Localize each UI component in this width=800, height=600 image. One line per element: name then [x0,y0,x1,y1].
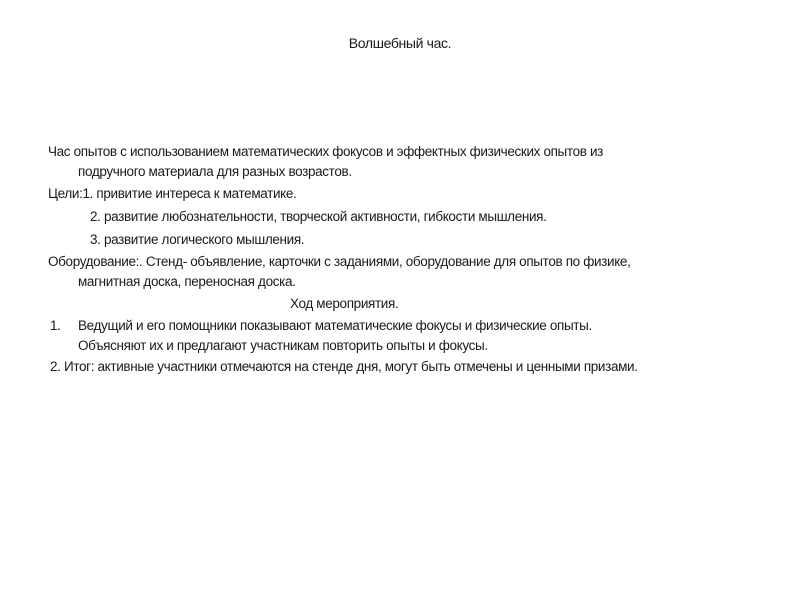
equipment-line-2: магнитная доска, переносная доска. [78,274,296,289]
procedure-item-1-number: 1. [50,318,61,333]
equipment-line-1: Оборудование:. Стенд- объявление, карточки с заданиями, оборудование для опытов по физике, [48,254,631,269]
intro-line-2: подручного материала для разных возрастов. [78,164,352,179]
procedure-heading: Ход мероприятия. [290,296,399,311]
procedure-item-1-line-2: Объясняют их и предлагают участникам повторить опыты и фокусы. [78,338,488,353]
intro-line-1: Час опытов с использованием математических фокусов и эффектных физических опытов из [48,144,604,159]
goal-item-1: 1. привитие интереса к математике. [82,186,297,201]
procedure-item-2: 2. Итог: активные участники отмечаются на стенде дня, могут быть отмечены и ценными призами. [50,359,638,374]
goal-item-3: 3. развитие логического мышления. [90,232,305,247]
procedure-item-1-line-1: Ведущий и его помощники показывают математические фокусы и физические опыты. [78,318,592,333]
slide-title: Волшебный час. [348,35,452,51]
goals-label: Цели: [48,186,83,201]
goal-item-2: 2. развитие любознательности, творческой активности, гибкости мышления. [90,209,547,224]
goals-line-1 [48,186,296,202]
